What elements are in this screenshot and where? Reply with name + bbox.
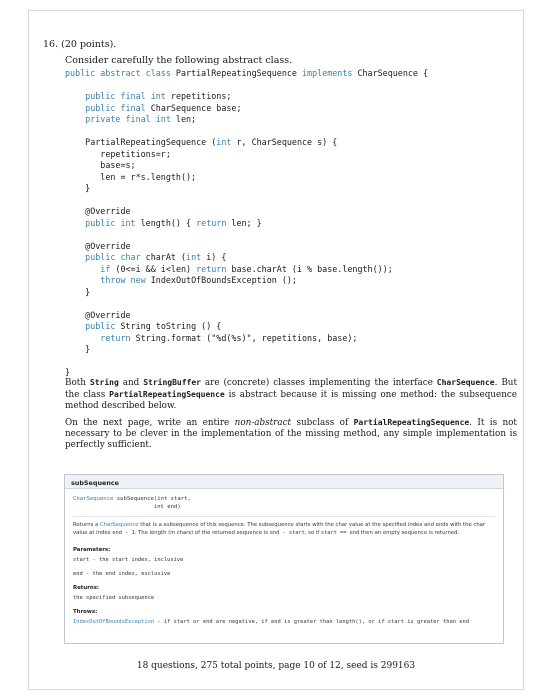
code-text: repetitions=r; <box>100 148 171 159</box>
code-keyword: public char <box>85 252 141 262</box>
javadoc-signature <box>73 495 191 511</box>
abstract-class-code <box>65 68 428 379</box>
code-text: i) { <box>201 252 227 262</box>
code-text: PartialRepeatingSequence <box>170 68 302 78</box>
code-annotation: @Override <box>85 240 131 251</box>
text-run: PartialRepeatingSequence <box>353 418 470 427</box>
page-footer: 18 questions, 275 total points, page 10 of 12, seed is 299163 <box>136 661 416 671</box>
text-run: CharSequence <box>99 522 139 528</box>
code-keyword: implements <box>302 68 353 78</box>
throws-label: Throws: <box>73 609 98 615</box>
text-run: end - start <box>269 529 305 536</box>
text-run: - if start or end are negative, if end is greater than length(), or if start is greater than end <box>154 619 469 625</box>
text-run: , so if <box>304 529 321 536</box>
returns-label: Returns: <box>73 585 100 591</box>
text-run: start == end <box>320 529 360 536</box>
divider <box>73 516 495 517</box>
text-run: Both <box>65 378 90 388</box>
text-run: subclass of <box>291 418 354 428</box>
text-run: . It is not necessary to be clever in the implementation of the missing method, any simple implementation is perfectly sufficient. <box>65 418 517 451</box>
code-annotation: @Override <box>85 309 131 320</box>
paragraph-task <box>65 417 517 452</box>
code-keyword: return <box>100 332 131 343</box>
code-text: (0<=i && i<len) <box>110 263 197 274</box>
text-run: . The length (in chars) of the returned sequence is <box>134 529 270 536</box>
text-run: On the next page, write an entire <box>65 418 235 428</box>
code-text: len = r*s.length(); <box>100 171 197 182</box>
question-intro: Consider carefully the following abstract class. <box>65 55 293 66</box>
parameters-label: Parameters: <box>73 547 111 553</box>
text-run: StringBuffer <box>143 378 201 387</box>
question-header: 16. (20 points). <box>43 39 117 50</box>
text-run: String <box>89 378 119 387</box>
code-text: repetitions; <box>165 91 232 101</box>
text-run: Returns a <box>73 522 100 528</box>
text-run: and <box>118 378 144 388</box>
code-text: IndexOutOfBoundsException (); <box>145 275 297 285</box>
text-run: CharSequence <box>436 378 495 387</box>
signature-type: CharSequence <box>73 496 114 502</box>
code-text: } <box>85 344 91 354</box>
paragraph-interface <box>65 377 517 413</box>
code-text: len; } <box>226 217 262 228</box>
exception-link[interactable]: IndexOutOfBoundsException <box>73 619 155 625</box>
code-keyword: public int <box>85 217 136 228</box>
code-keyword: int <box>186 252 202 262</box>
javadoc-title: subSequence <box>65 475 503 489</box>
returns-text: the specified subsequence <box>73 595 155 601</box>
code-keyword: return <box>196 263 227 274</box>
code-text: } <box>65 367 71 377</box>
param-start: start - the start index, inclusive <box>73 557 184 563</box>
text-run: end - 1 <box>112 529 135 536</box>
code-keyword: public final int <box>85 91 166 101</box>
javadoc-description <box>73 522 493 537</box>
code-keyword: public <box>85 321 116 331</box>
text-run: . But the class <box>65 378 517 401</box>
text-run: then an empty sequence is returned. <box>359 529 460 536</box>
code-text: String.format ("%d(%s)", repetitions, base); <box>130 332 358 343</box>
code-keyword: return <box>196 217 227 228</box>
code-keyword: public abstract class <box>65 68 171 78</box>
code-keyword: throw new <box>100 275 146 285</box>
code-text: base.charAt (i % base.length()); <box>226 263 393 274</box>
code-annotation: @Override <box>85 206 131 216</box>
code-text: charAt ( <box>140 252 187 262</box>
throws-text <box>73 618 497 626</box>
code-keyword: if <box>100 263 111 274</box>
signature-text: subSequence(int start, <box>113 496 191 502</box>
code-keyword: int <box>216 137 232 147</box>
code-text: r, CharSequence s) { <box>231 137 338 147</box>
text-run: are (concrete) classes implementing the interface <box>200 378 437 388</box>
code-text: PartialRepeatingSequence ( <box>85 137 217 147</box>
text-run: is abstract because it is missing one method: the subsequence method described below. <box>65 390 517 412</box>
param-end: end - the end index, exclusive <box>73 571 171 577</box>
signature-text: int end) <box>73 504 181 510</box>
code-text: len; <box>170 114 197 124</box>
code-text: String toString () { <box>115 321 222 331</box>
code-text: base=s; <box>100 160 136 170</box>
text-run: non-abstract <box>234 418 292 428</box>
code-text: CharSequence { <box>352 68 429 78</box>
code-text: } <box>85 286 91 297</box>
code-text: length() { <box>135 217 197 228</box>
javadoc-panel <box>64 474 504 644</box>
text-run: PartialRepeatingSequence <box>109 390 225 400</box>
text-run: that is a subsequence of this sequence. The subsequence starts with the char value at the specified index and ends with the char value at index <box>73 522 486 536</box>
code-text: CharSequence base; <box>145 102 242 113</box>
code-keyword: private final int <box>85 114 171 124</box>
code-text: } <box>85 183 91 193</box>
code-keyword: public final <box>85 102 146 113</box>
